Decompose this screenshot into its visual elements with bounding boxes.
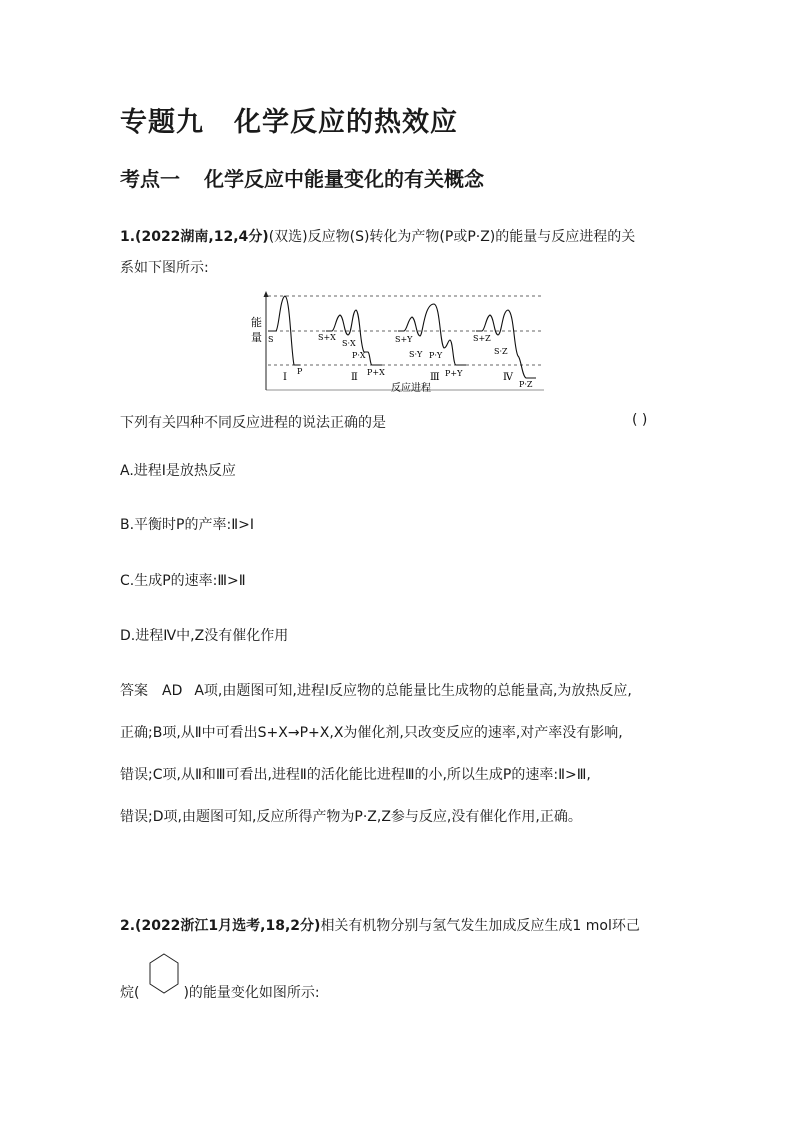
- section-heading-part1: 考点一: [120, 167, 180, 191]
- label-S-plus-X: S+X: [318, 333, 336, 342]
- x-label: 反应进程: [391, 383, 431, 394]
- q1-answer-line1: [120, 680, 632, 700]
- page-title: [120, 100, 458, 139]
- label-P-plus-Y: P+Y: [445, 369, 463, 378]
- label-S: S: [268, 335, 274, 344]
- cyclohexane-structure-icon: [147, 952, 181, 996]
- q1-line1: [120, 226, 635, 246]
- q1-stem: 下列有关四种不同反应进程的说法正确的是: [120, 415, 386, 431]
- process-III-label: Ⅲ: [430, 372, 440, 383]
- q1-answer-paren: ( ): [632, 412, 648, 428]
- energy-axis-arrow: [264, 291, 269, 297]
- section-heading: [120, 163, 484, 192]
- q2-line2-before: 烷(: [120, 985, 140, 1001]
- page-title-part2: 化学反应的热效应: [234, 107, 458, 138]
- q2-number-source: 2.(2022浙江1月选考,18,2分): [120, 918, 321, 934]
- label-S-plus-Y: S+Y: [395, 335, 413, 344]
- q2-line2-after: )的能量变化如图所示:: [183, 985, 320, 1001]
- q1-option-b: B.平衡时P的产率:Ⅱ>Ⅰ: [120, 517, 254, 533]
- process-IV-label: Ⅳ: [503, 372, 513, 383]
- curve-process-IV: [476, 310, 536, 378]
- q1-option-c: C.生成P的速率:Ⅲ>Ⅱ: [120, 573, 246, 589]
- q1-line2: 系如下图所示:: [120, 260, 209, 276]
- q1-number-source: 1.(2022湖南,12,4分): [120, 229, 269, 245]
- q1-answer-line4: 错误;D项,由题图可知,反应所得产物为P·Z,Z参与反应,没有催化作用,正确。: [120, 809, 582, 825]
- y-label-1: 能: [251, 316, 262, 329]
- process-I-label: Ⅰ: [283, 372, 287, 383]
- energy-diagram: [248, 290, 548, 398]
- q1-answer-line3: 错误;C项,从Ⅱ和Ⅲ可看出,进程Ⅱ的活化能比进程Ⅲ的小,所以生成P的速率:Ⅱ>Ⅲ,: [120, 767, 591, 783]
- curve-process-I: [268, 296, 300, 365]
- answer-label: 答案: [120, 683, 148, 699]
- answer-text-1: A项,由题图可知,进程Ⅰ反应物的总能量比生成物的总能量高,为放热反应,: [194, 683, 632, 699]
- page-title-part1: 专题九: [120, 107, 204, 138]
- q1-line1-text: (双选)反应物(S)转化为产物(P或P·Z)的能量与反应进程的关: [268, 229, 636, 245]
- q1-option-a: A.进程Ⅰ是放热反应: [120, 463, 236, 479]
- label-P1: P: [297, 367, 303, 376]
- process-II-label: Ⅱ: [351, 372, 358, 383]
- section-heading-part2: 化学反应中能量变化的有关概念: [204, 167, 484, 191]
- q1-answer-line2: 正确;B项,从Ⅱ中可看出S+X→P+X,X为催化剂,只改变反应的速率,对产率没有影响,: [120, 725, 623, 741]
- answer-value: AD: [162, 683, 183, 699]
- q2-line1: [120, 915, 640, 935]
- label-P-plus-X: P+X: [367, 368, 385, 377]
- label-P-dot-X: P·X: [352, 351, 366, 360]
- label-S-plus-Z: S+Z: [473, 334, 491, 343]
- q2-line1-text: 相关有机物分别与氢气发生加成反应生成1 mol环己: [320, 918, 640, 934]
- label-S-dot-X: S·X: [342, 339, 356, 348]
- q1-option-d: D.进程Ⅳ中,Z没有催化作用: [120, 628, 289, 644]
- y-label-2: 量: [251, 331, 262, 344]
- label-S-dot-Z: S·Z: [494, 347, 508, 356]
- label-P-dot-Z: P·Z: [519, 380, 533, 389]
- label-P-dot-Y: P·Y: [429, 351, 443, 360]
- label-S-dot-Y: S·Y: [409, 350, 423, 359]
